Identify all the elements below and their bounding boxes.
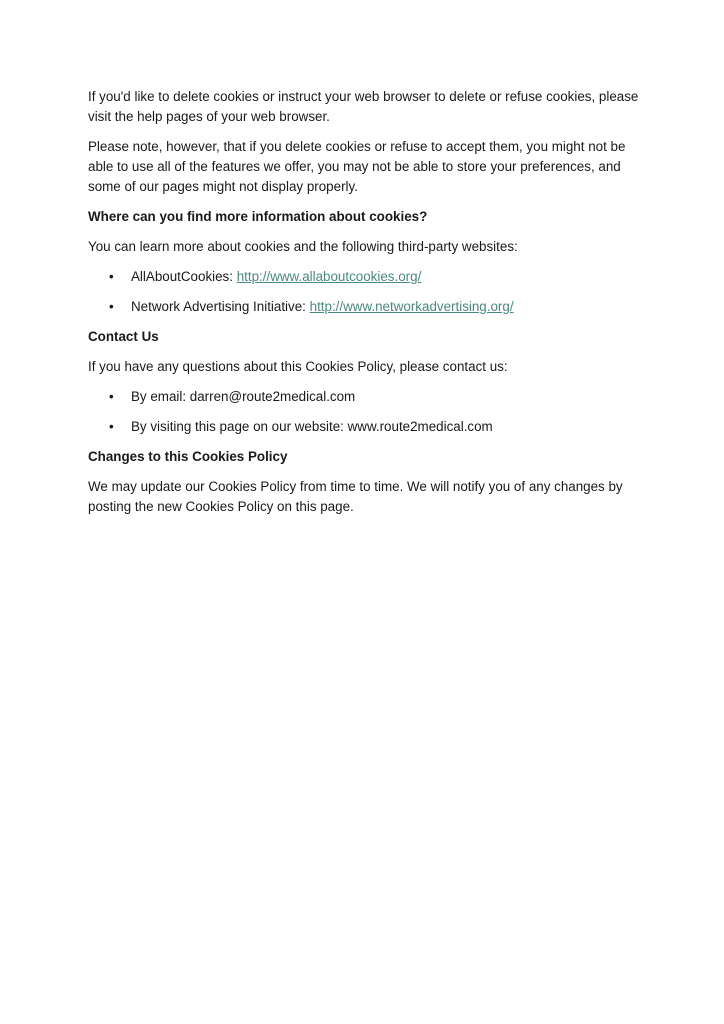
paragraph-contact-intro: If you have any questions about this Cookies Policy, please contact us: — [88, 359, 508, 374]
heading-changes: Changes to this Cookies Policy — [88, 449, 288, 464]
allaboutcookies-link[interactable]: http://www.allaboutcookies.org/ — [236, 269, 422, 284]
third-party-links-list — [88, 267, 648, 317]
paragraph-delete-cookies: If you'd like to delete cookies or instruct your web browser to delete or refuse cookies, please visit the help pages of your web browser. — [88, 89, 639, 124]
heading-more-information: Where can you find more information about cookies? — [88, 209, 428, 224]
bullet-icon: • — [109, 299, 114, 314]
contact-email-text: By email: darren@route2medical.com — [131, 389, 356, 404]
paragraph-learn-more: You can learn more about cookies and the following third-party websites: — [88, 239, 518, 254]
list-item — [88, 267, 648, 287]
document-content — [88, 87, 648, 527]
list-item — [88, 417, 648, 437]
link-label: Network Advertising Initiative: — [131, 299, 310, 314]
contact-methods-list — [88, 387, 648, 437]
paragraph-changes: We may update our Cookies Policy from time to time. We will notify you of any changes by posting the new Cookies Policy on this page. — [88, 479, 623, 514]
heading-contact-us: Contact Us — [88, 329, 159, 344]
link-label: AllAboutCookies: — [131, 269, 237, 284]
paragraph-please-note: Please note, however, that if you delete cookies or refuse to accept them, you might not be able to use all of the features we offer, you may not be able to store your preferences, and some of our pages might not display properly. — [88, 139, 626, 194]
networkadvertising-link[interactable]: http://www.networkadvertising.org/ — [309, 299, 514, 314]
bullet-icon: • — [109, 419, 114, 434]
list-item — [88, 297, 648, 317]
bullet-icon: • — [109, 269, 114, 284]
contact-website-text: By visiting this page on our website: www.route2medical.com — [131, 419, 493, 434]
list-item — [88, 387, 648, 407]
bullet-icon: • — [109, 389, 114, 404]
